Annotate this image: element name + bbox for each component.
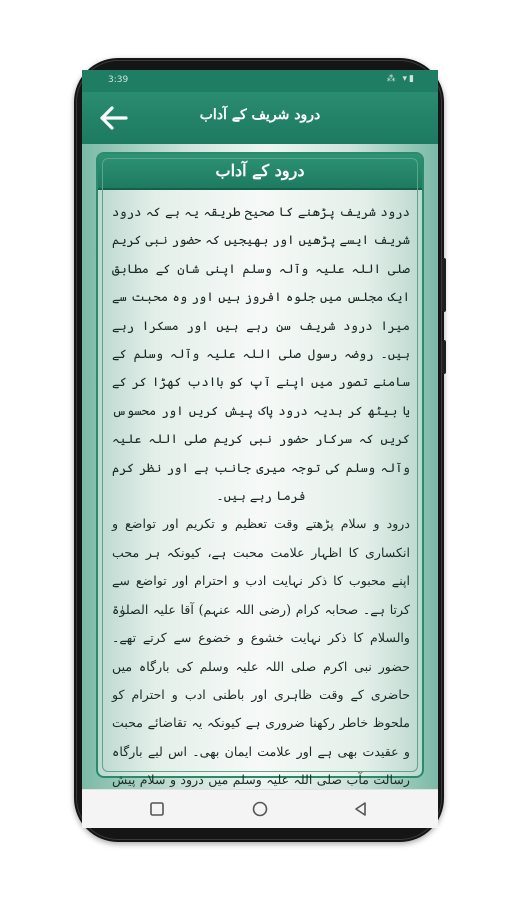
article-body[interactable] [112, 198, 410, 788]
recents-square-icon [148, 800, 166, 818]
card-heading: درود کے آداب [98, 154, 422, 190]
system-nav-bar [82, 789, 438, 828]
volume-button [442, 258, 446, 312]
toolbar-title: درود شریف کے آداب [199, 107, 321, 123]
article-card [96, 152, 424, 788]
nav-back-button[interactable] [352, 800, 370, 818]
back-triangle-icon [352, 800, 370, 818]
home-circle-icon [251, 800, 269, 818]
arrow-left-icon [98, 103, 130, 133]
status-icons: ⁂ ▾▮ [386, 74, 416, 84]
app-toolbar [82, 92, 438, 145]
article-paragraph-2: درود و سلام پڑھتے وقت تعظیم و تکریم اور تواضع و انکساری کا اظہار علامت محبت ہے، کیونکہ ہر محب اپنے محبوب کا ذکر نہایت ادب و احترام اور تواضع سے کرتا ہے۔ صحابہ کرام (رضی اللہ عنہم) آقا علیہ الصلوٰۃ والسلام کا ذکر نہایت خشوع و خضوع سے کرتے تھے۔ حضور نبی اکرم صلی اللہ علیہ وسلم کی بارگاہ میں حاضری کے وقت ظاہری اور باطنی ادب و احترام کو ملحوظ خاطر رکھنا ضروری ہے کیونکہ یہ تقاضائے محبت و عقیدت بھی ہے اور علامت ایمان بھی۔ اس لیے بارگاہ رسالت مآب صلی اللہ علیہ وسلم میں درود و سلام پیش [112, 516, 410, 788]
status-time: 3:39 [108, 75, 129, 85]
recents-button[interactable] [148, 800, 166, 818]
article-paragraph-1: درود شریف پڑھنے کا صحیح طریقہ یہ ہے کہ درود شریف ایسے پڑھیں اور بھیجیں کہ حضور نبی کریم صلی اللہ علیہ وآلہ وسلم اپنی شان کے مطابق ایک مجلس میں جلوہ افروز ہیں اور وہ محبت سے میرا درود شریف سن رہے ہیں اور مسکرا رہے ہیں۔ روضہ رسول صلی اللہ علیہ وآلہ وسلم کے سامنے تصور میں اپنے آپ کو باادب کھڑا کر کے یا بیٹھ کر ہدیہ درود پاک پیش کریں اور محسوس کریں کہ سرکار حضور نبی کریم صلی اللہ علیہ وآلہ وسلم کی توجہ میری جانب ہے اور نظر کرم فرما رہے ہیں۔ [112, 204, 410, 504]
status-bar [82, 70, 438, 92]
back-button[interactable] [98, 103, 130, 133]
app-screen [82, 70, 438, 828]
power-button [442, 340, 446, 374]
home-button[interactable] [251, 800, 269, 818]
